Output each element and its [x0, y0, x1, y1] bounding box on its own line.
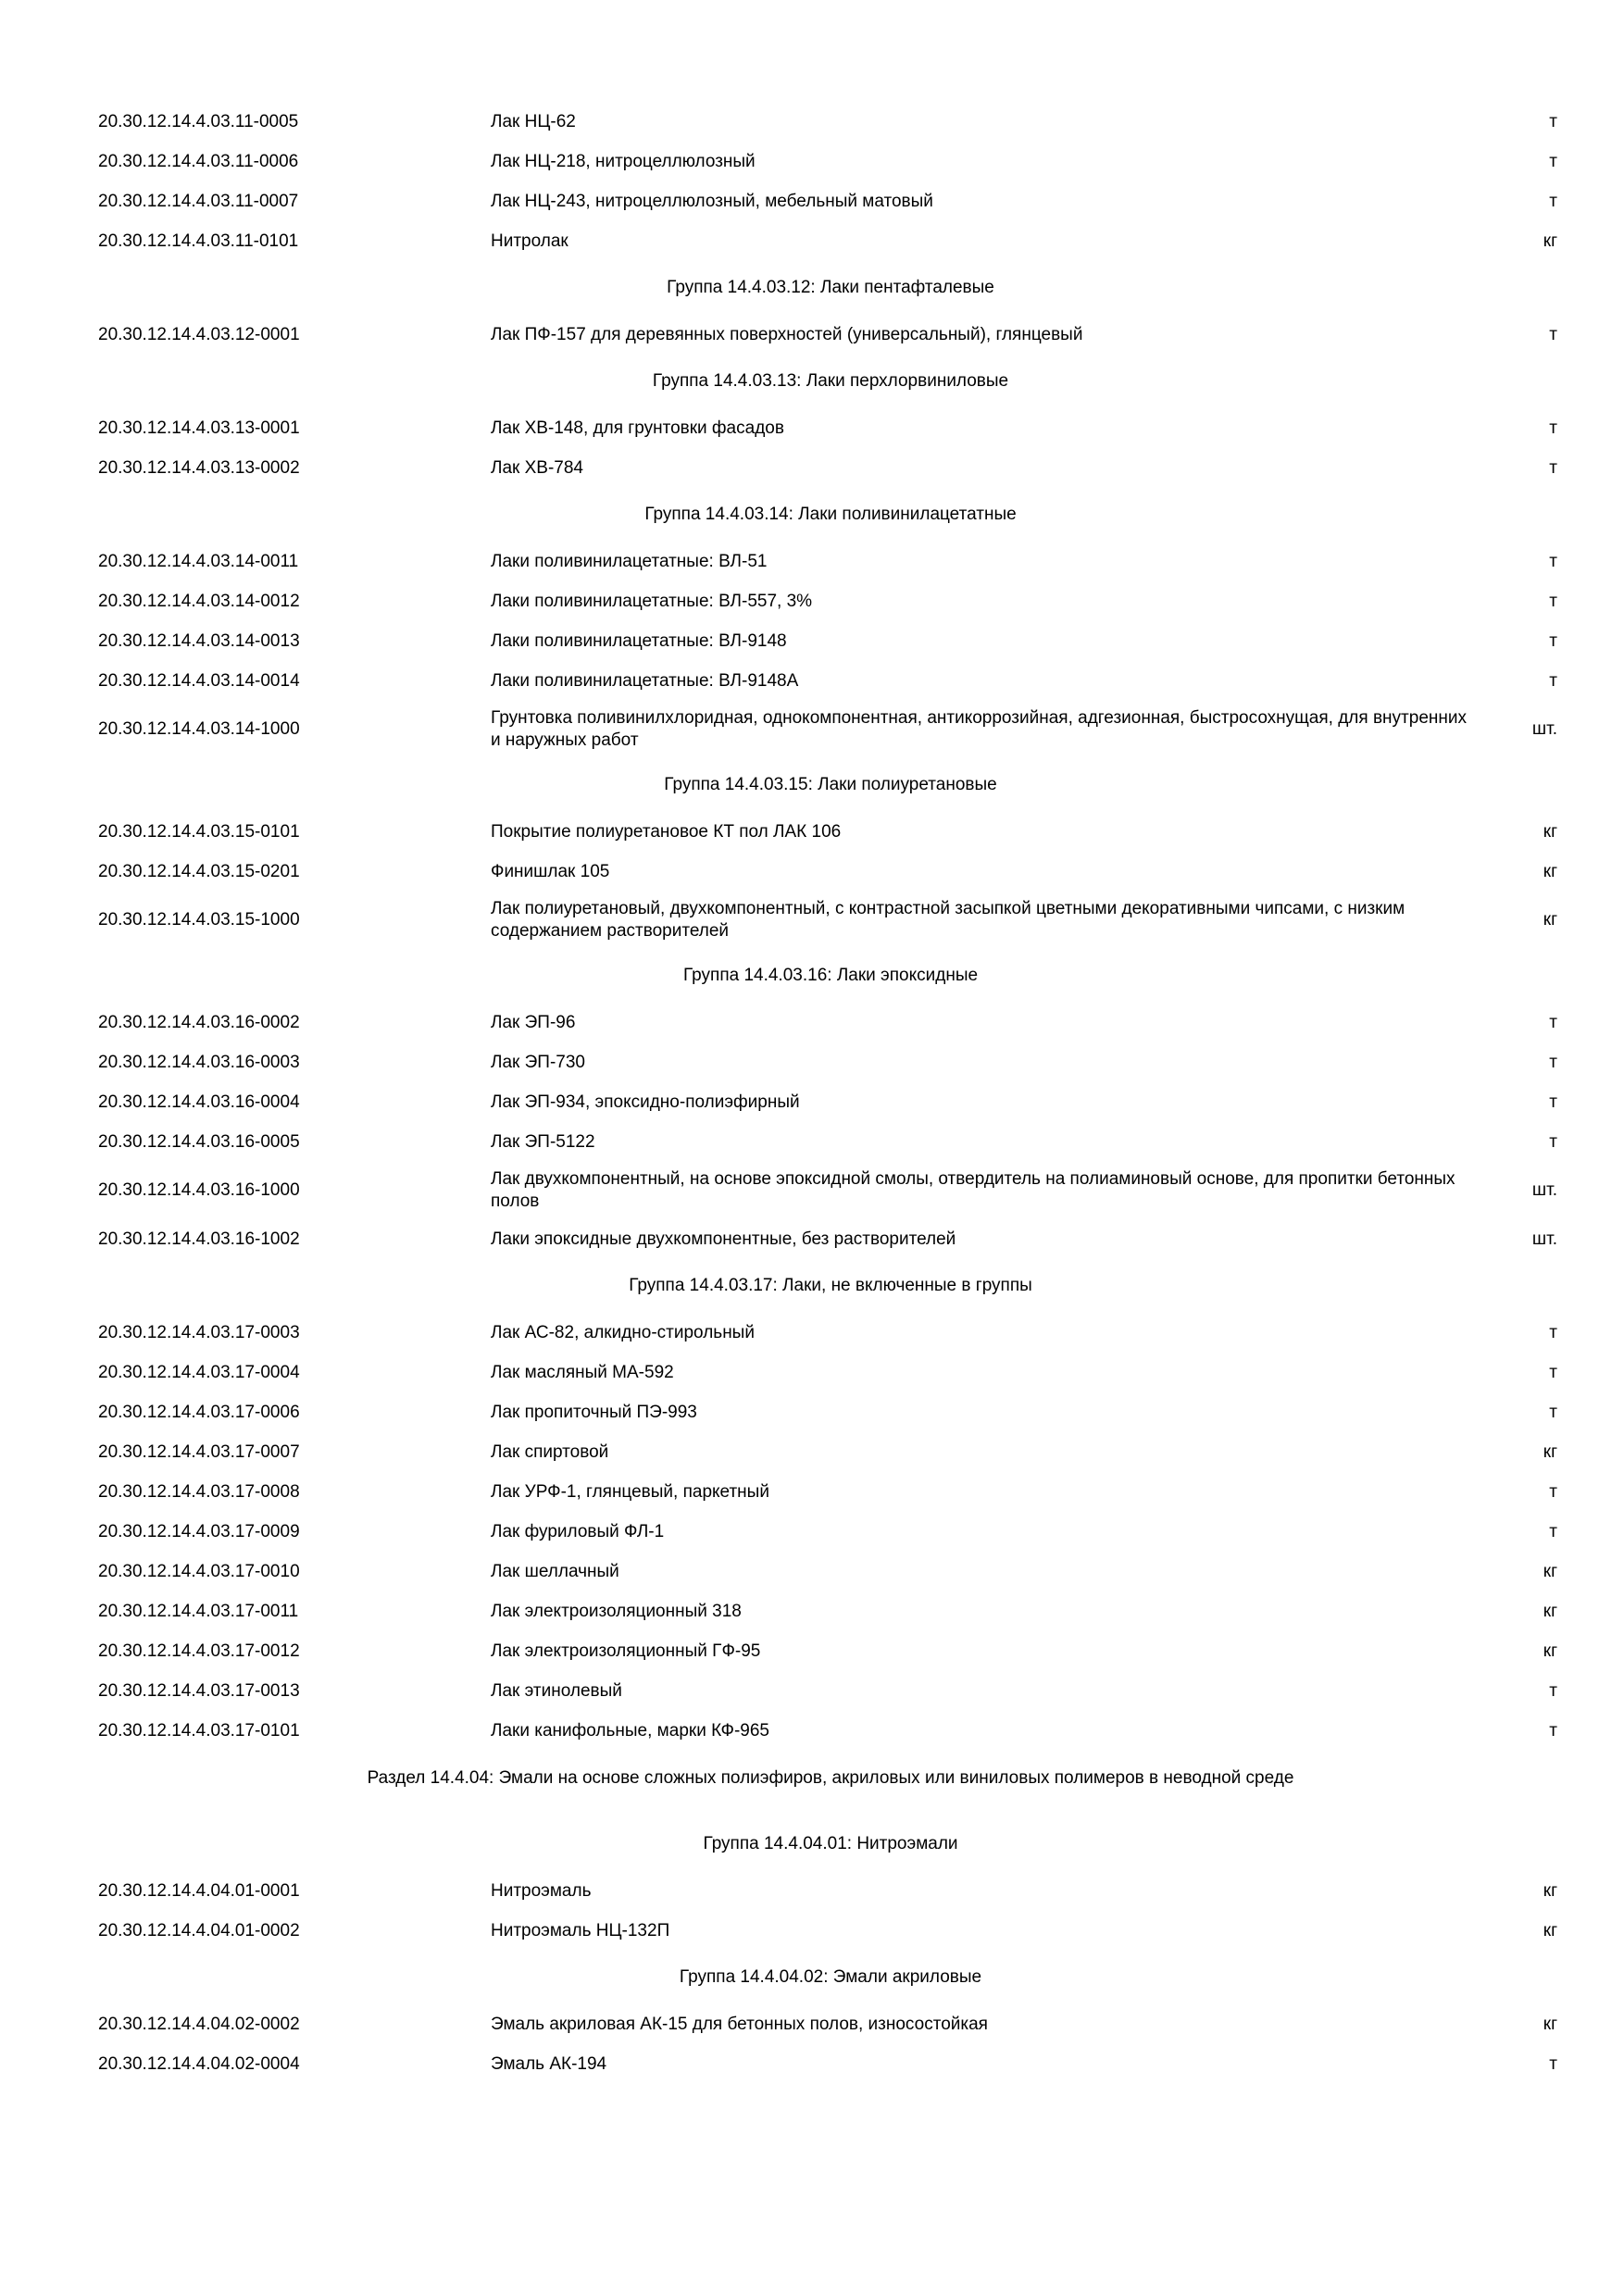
resource-name: Лак полиуретановый, двухкомпонентный, с контрастной засыпкой цветными декоративными чипсами, с низким содержанием растворителей [491, 899, 1405, 941]
resource-code: 20.30.12.14.4.03.13-0002 [98, 457, 300, 478]
resource-code: 20.30.12.14.4.03.17-0006 [98, 1402, 300, 1422]
unit-of-measure: т [1549, 111, 1557, 131]
unit-of-measure: т [1549, 630, 1557, 651]
table-row [98, 1082, 1563, 1122]
group-heading: Группа 14.4.04.01: Нитроэмали [703, 1834, 958, 1854]
resource-code: 20.30.12.14.4.03.17-0009 [98, 1521, 300, 1541]
resource-name: Лак ХВ-784 [491, 457, 584, 478]
table-row [98, 1512, 1563, 1552]
resource-name: Лак масляный МА-592 [491, 1362, 674, 1382]
unit-of-measure: кг [1543, 861, 1557, 881]
unit-of-measure: кг [1543, 231, 1557, 251]
resource-code: 20.30.12.14.4.03.14-1000 [98, 719, 300, 740]
unit-of-measure: кг [1543, 821, 1557, 842]
unit-of-measure: т [1549, 1521, 1557, 1541]
unit-of-measure: т [1549, 191, 1557, 211]
unit-of-measure: т [1549, 1680, 1557, 1701]
resource-name: Лаки поливинилацетатные: ВЛ-9148А [491, 670, 799, 691]
table-row [98, 2044, 1563, 2084]
table-row [98, 852, 1563, 892]
resource-name: Лак УРФ-1, глянцевый, паркетный [491, 1481, 769, 1502]
resource-name: Лаки поливинилацетатные: ВЛ-557, 3% [491, 591, 813, 611]
table-row [98, 1711, 1563, 1751]
unit-of-measure: т [1549, 1481, 1557, 1502]
unit-of-measure: т [1549, 670, 1557, 691]
price-list-table [98, 102, 1563, 2084]
resource-code: 20.30.12.14.4.03.11-0101 [98, 231, 299, 251]
resource-name: Лак НЦ-218, нитроцеллюлозный [491, 151, 756, 171]
group-heading: Группа 14.4.03.17: Лаки, не включенные в группы [629, 1276, 1032, 1296]
table-row [98, 1671, 1563, 1711]
unit-of-measure: т [1549, 151, 1557, 171]
table-row [98, 1871, 1563, 1911]
resource-code: 20.30.12.14.4.03.13-0001 [98, 418, 300, 438]
resource-name: Эмаль АК-194 [491, 2053, 607, 2074]
table-row [98, 1432, 1563, 1472]
resource-code: 20.30.12.14.4.03.17-0003 [98, 1322, 300, 1342]
unit-of-measure: т [1549, 591, 1557, 611]
unit-of-measure: т [1549, 1322, 1557, 1342]
table-row [98, 1392, 1563, 1432]
table-row [98, 1162, 1563, 1219]
unit-of-measure: кг [1543, 1561, 1557, 1581]
resource-name: Лак двухкомпонентный, на основе эпоксидной смолы, отвердитель на полиаминовый основе, для пропитки бетонных полов [491, 1169, 1455, 1211]
resource-code: 20.30.12.14.4.03.16-0004 [98, 1092, 300, 1112]
unit-of-measure: кг [1543, 1601, 1557, 1621]
resource-code: 20.30.12.14.4.04.01-0002 [98, 1920, 300, 1940]
table-row [98, 1003, 1563, 1042]
table-row [98, 315, 1563, 355]
table-row [98, 1042, 1563, 1082]
resource-name: Лак шеллачный [491, 1561, 619, 1581]
resource-name: Лак этинолевый [491, 1680, 622, 1701]
unit-of-measure: шт. [1531, 1229, 1557, 1249]
unit-of-measure: т [1549, 1012, 1557, 1032]
resource-code: 20.30.12.14.4.03.14-0013 [98, 630, 300, 651]
resource-code: 20.30.12.14.4.03.11-0007 [98, 191, 299, 211]
table-row [98, 181, 1563, 221]
resource-code: 20.30.12.14.4.03.14-0011 [98, 551, 299, 571]
unit-of-measure: кг [1543, 1441, 1557, 1462]
table-row [98, 1552, 1563, 1591]
unit-of-measure: т [1549, 1131, 1557, 1152]
unit-of-measure: т [1549, 1092, 1557, 1112]
table-row [98, 1219, 1563, 1259]
table-row [98, 1313, 1563, 1353]
resource-code: 20.30.12.14.4.03.17-0012 [98, 1641, 300, 1661]
table-row [98, 661, 1563, 701]
resource-name: Нитроэмаль [491, 1880, 592, 1901]
table-row [98, 542, 1563, 581]
table-row [98, 408, 1563, 448]
unit-of-measure: т [1549, 1720, 1557, 1741]
table-row [98, 221, 1563, 261]
unit-of-measure: т [1549, 2053, 1557, 2074]
table-row [98, 892, 1563, 949]
resource-name: Лак электроизоляционный ГФ-95 [491, 1641, 761, 1661]
group-heading: Группа 14.4.04.02: Эмали акриловые [679, 1967, 982, 1988]
unit-of-measure: кг [1543, 1880, 1557, 1901]
resource-name: Лак ЭП-934, эпоксидно-полиэфирный [491, 1092, 800, 1112]
unit-of-measure: т [1549, 324, 1557, 344]
unit-of-measure: т [1549, 551, 1557, 571]
table-row [98, 1911, 1563, 1951]
resource-name: Лак пропиточный ПЭ-993 [491, 1402, 697, 1422]
resource-code: 20.30.12.14.4.03.17-0007 [98, 1441, 300, 1462]
table-row [98, 1631, 1563, 1671]
unit-of-measure: кг [1543, 910, 1557, 930]
unit-of-measure: шт. [1531, 719, 1557, 740]
resource-code: 20.30.12.14.4.03.11-0006 [98, 151, 299, 171]
resource-name: Лаки поливинилацетатные: ВЛ-51 [491, 551, 768, 571]
section-heading: Раздел 14.4.04: Эмали на основе сложных полиэфиров, акриловых или виниловых полимеров в неводной среде [367, 1768, 1294, 1789]
resource-code: 20.30.12.14.4.03.15-1000 [98, 910, 300, 930]
table-row [98, 2004, 1563, 2044]
resource-name: Лак спиртовой [491, 1441, 609, 1462]
resource-name: Финишлак 105 [491, 861, 610, 881]
table-row [98, 701, 1563, 758]
resource-name: Нитролак [491, 231, 568, 251]
resource-name: Лак НЦ-243, нитроцеллюлозный, мебельный матовый [491, 191, 933, 211]
resource-name: Лак фуриловый ФЛ-1 [491, 1521, 665, 1541]
unit-of-measure: кг [1543, 1920, 1557, 1940]
resource-name: Лаки поливинилацетатные: ВЛ-9148 [491, 630, 787, 651]
resource-code: 20.30.12.14.4.03.16-0003 [98, 1052, 300, 1072]
resource-code: 20.30.12.14.4.03.17-0010 [98, 1561, 300, 1581]
resource-name: Лак ХВ-148, для грунтовки фасадов [491, 418, 784, 438]
resource-name: Нитроэмаль НЦ-132П [491, 1920, 670, 1940]
resource-code: 20.30.12.14.4.03.15-0101 [98, 821, 300, 842]
table-row [98, 1591, 1563, 1631]
resource-name: Лак электроизоляционный 318 [491, 1601, 742, 1621]
unit-of-measure: т [1549, 418, 1557, 438]
unit-of-measure: т [1549, 1362, 1557, 1382]
group-heading: Группа 14.4.03.13: Лаки перхлорвиниловые [652, 371, 1009, 392]
resource-code: 20.30.12.14.4.03.16-1002 [98, 1229, 300, 1249]
resource-code: 20.30.12.14.4.03.15-0201 [98, 861, 300, 881]
resource-code: 20.30.12.14.4.03.17-0101 [98, 1720, 300, 1741]
table-row [98, 102, 1563, 142]
table-row [98, 621, 1563, 661]
table-row [98, 1353, 1563, 1392]
resource-code: 20.30.12.14.4.03.16-0002 [98, 1012, 300, 1032]
resource-name: Лак ЭП-730 [491, 1052, 585, 1072]
resource-code: 20.30.12.14.4.03.17-0011 [98, 1601, 299, 1621]
group-heading: Группа 14.4.03.12: Лаки пентафталевые [667, 278, 994, 298]
resource-code: 20.30.12.14.4.03.16-1000 [98, 1180, 300, 1201]
unit-of-measure: шт. [1531, 1180, 1557, 1201]
resource-code: 20.30.12.14.4.03.16-0005 [98, 1131, 300, 1152]
resource-code: 20.30.12.14.4.04.01-0001 [98, 1880, 300, 1901]
unit-of-measure: т [1549, 1402, 1557, 1422]
resource-name: Грунтовка поливинилхлоридная, однокомпонентная, антикоррозийная, адгезионная, быстросохнущая, для внутренних и наружных работ [491, 708, 1467, 750]
resource-name: Лаки эпоксидные двухкомпонентные, без растворителей [491, 1229, 956, 1249]
resource-name: Лаки канифольные, марки КФ-965 [491, 1720, 769, 1741]
resource-name: Лак АС-82, алкидно-стирольный [491, 1322, 755, 1342]
resource-name: Лак НЦ-62 [491, 111, 576, 131]
unit-of-measure: кг [1543, 2014, 1557, 2034]
unit-of-measure: кг [1543, 1641, 1557, 1661]
resource-code: 20.30.12.14.4.03.14-0012 [98, 591, 300, 611]
table-row [98, 1472, 1563, 1512]
table-row [98, 812, 1563, 852]
unit-of-measure: т [1549, 1052, 1557, 1072]
resource-name: Лак ЭП-5122 [491, 1131, 595, 1152]
resource-code: 20.30.12.14.4.04.02-0004 [98, 2053, 300, 2074]
resource-name: Лак ПФ-157 для деревянных поверхностей (универсальный), глянцевый [491, 324, 1083, 344]
group-heading: Группа 14.4.03.15: Лаки полиуретановые [664, 775, 997, 795]
group-heading: Группа 14.4.03.16: Лаки эпоксидные [682, 966, 979, 986]
resource-code: 20.30.12.14.4.03.17-0008 [98, 1481, 300, 1502]
resource-name: Покрытие полиуретановое КТ пол ЛАК 106 [491, 821, 842, 842]
table-row [98, 581, 1563, 621]
resource-code: 20.30.12.14.4.03.14-0014 [98, 670, 300, 691]
resource-name: Лак ЭП-96 [491, 1012, 576, 1032]
table-row [98, 448, 1563, 488]
table-row [98, 1122, 1563, 1162]
resource-name: Эмаль акриловая АК-15 для бетонных полов, износостойкая [491, 2014, 988, 2034]
unit-of-measure: т [1549, 457, 1557, 478]
table-row [98, 142, 1563, 181]
resource-code: 20.30.12.14.4.03.11-0005 [98, 111, 299, 131]
resource-code: 20.30.12.14.4.04.02-0002 [98, 2014, 300, 2034]
resource-code: 20.30.12.14.4.03.17-0004 [98, 1362, 300, 1382]
resource-code: 20.30.12.14.4.03.12-0001 [98, 324, 300, 344]
resource-code: 20.30.12.14.4.03.17-0013 [98, 1680, 300, 1701]
group-heading: Группа 14.4.03.14: Лаки поливинилацетатные [644, 505, 1017, 525]
